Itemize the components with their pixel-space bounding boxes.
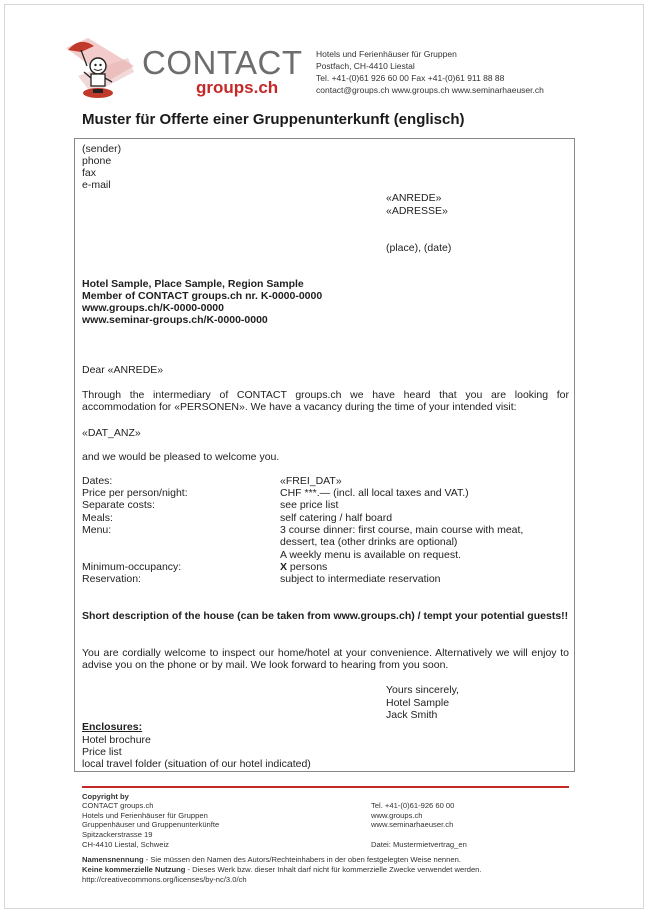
license-naming-text: - Sie müssen den Namen des Autors/Rechteinhabers in der oben festgelegten Weise nennen. — [143, 855, 461, 864]
short-description: Short description of the house (can be taken from www.groups.ch) / tempt your potential guests!! — [82, 610, 569, 622]
place-date: (place), (date) — [386, 242, 452, 254]
page-title: Muster für Offerte einer Gruppenunterkunft (englisch) — [82, 111, 465, 128]
detail-label: Minimum-occupancy: — [82, 561, 182, 573]
salutation: Dear «ANREDE» — [82, 364, 164, 376]
footer-left-line: Hotels und Ferienhäuser für Gruppen — [82, 811, 208, 820]
hotel-line: www.groups.ch/K-0000-0000 — [82, 302, 224, 314]
license-naming-label: Namensnennung — [82, 855, 144, 864]
footer-right-line: www.seminarhaeuser.ch — [371, 820, 454, 829]
footer-divider — [82, 786, 569, 788]
enclosure-item: local travel folder (situation of our hotel indicated) — [82, 758, 311, 770]
sender-line: phone — [82, 155, 112, 167]
detail-label: Dates: — [82, 475, 113, 487]
footer-left-line: CH-4410 Liestal, Schweiz — [82, 840, 169, 849]
sender-line: e-mail — [82, 179, 111, 191]
header-info-line: Hotels und Ferienhäuser für Gruppen — [316, 49, 457, 59]
sender-line: fax — [82, 167, 97, 179]
closing-line: Hotel Sample — [386, 697, 450, 709]
logo-mascot-icon — [58, 36, 136, 106]
header-info-line: Tel. +41-(0)61 926 60 00 Fax +41-(0)61 911 88 88 — [316, 73, 505, 83]
occupancy-count: X — [280, 561, 288, 573]
detail-value: see price list — [280, 499, 339, 511]
dat-anz-placeholder: «DAT_ANZ» — [82, 427, 141, 439]
copyright-title: Copyright by — [82, 792, 129, 801]
license-naming — [82, 855, 461, 865]
logo-subtitle: groups.ch — [196, 78, 279, 97]
footer-right-line: Tel. +41-(0)61-926 60 00 — [371, 801, 455, 810]
license-noncommercial-text: - Dieses Werk bzw. dieser Inhalt darf nicht für kommerzielle Zwecke verwendet werden. — [185, 865, 482, 874]
detail-value: CHF ***.— (incl. all local taxes and VAT.) — [280, 487, 469, 499]
license-url: http://creativecommons.org/licenses/by-nc/3.0/ch — [82, 875, 247, 884]
hotel-line: Member of CONTACT groups.ch nr. K-0000-0000 — [82, 290, 323, 302]
detail-label: Reservation: — [82, 573, 141, 585]
welcome-line: and we would be pleased to welcome you. — [82, 451, 280, 463]
footer-left-line: CONTACT groups.ch — [82, 801, 154, 810]
hotel-line: Hotel Sample, Place Sample, Region Sample — [82, 278, 304, 290]
intro-paragraph: Through the intermediary of CONTACT groups.ch we have heard that you are looking for accommodation for «PERSONEN». We have a vacancy during the time of your intended visit: — [82, 389, 569, 414]
detail-value: 3 course dinner: first course, main course with meat, — [280, 524, 524, 536]
invite-paragraph: You are cordially welcome to inspect our home/hotel at your convenience. Alternatively we will enjoy to advise you on the phone or by mail. We look forward to hearing from you soon. — [82, 647, 569, 672]
occupancy-unit: persons — [287, 561, 328, 573]
detail-value: self catering / half board — [280, 512, 393, 524]
detail-value: «FREI_DAT» — [280, 475, 342, 487]
recipient-line: «ADRESSE» — [386, 205, 448, 217]
header-info-line: Postfach, CH-4410 Liestal — [316, 61, 415, 71]
header-contact-info — [316, 48, 544, 96]
detail-value: dessert, tea (other drinks are optional) — [280, 536, 458, 548]
license-noncommercial-label: Keine kommerzielle Nutzung — [82, 865, 186, 874]
enclosures-title: Enclosures: — [82, 721, 143, 733]
header-info-line: contact@groups.ch www.groups.ch www.seminarhaeuser.ch — [316, 85, 544, 95]
footer-file-label: Datei: Mustermietvertrag_en — [371, 840, 467, 849]
enclosure-item: Price list — [82, 746, 122, 758]
closing-line: Yours sincerely, — [386, 684, 459, 696]
license-noncommercial — [82, 865, 482, 875]
footer-left-line: Spitzackerstrasse 19 — [82, 830, 153, 839]
recipient-line: «ANREDE» — [386, 192, 442, 204]
detail-value — [280, 561, 327, 573]
enclosure-item: Hotel brochure — [82, 734, 151, 746]
detail-value: A weekly menu is available on request. — [280, 549, 461, 561]
footer-right-line: www.groups.ch — [371, 811, 423, 820]
logo-wordmark: CONTACT — [142, 44, 303, 81]
detail-value: subject to intermediate reservation — [280, 573, 441, 585]
hotel-line: www.seminar-groups.ch/K-0000-0000 — [82, 314, 268, 326]
sender-line: (sender) — [82, 143, 122, 155]
detail-label: Meals: — [82, 512, 113, 524]
footer-left-line: Gruppenhäuser und Gruppenunterkünfte — [82, 820, 220, 829]
detail-label: Separate costs: — [82, 499, 155, 511]
detail-label: Menu: — [82, 524, 112, 536]
detail-label: Price per person/night: — [82, 487, 188, 499]
signature-name: Jack Smith — [386, 709, 438, 721]
